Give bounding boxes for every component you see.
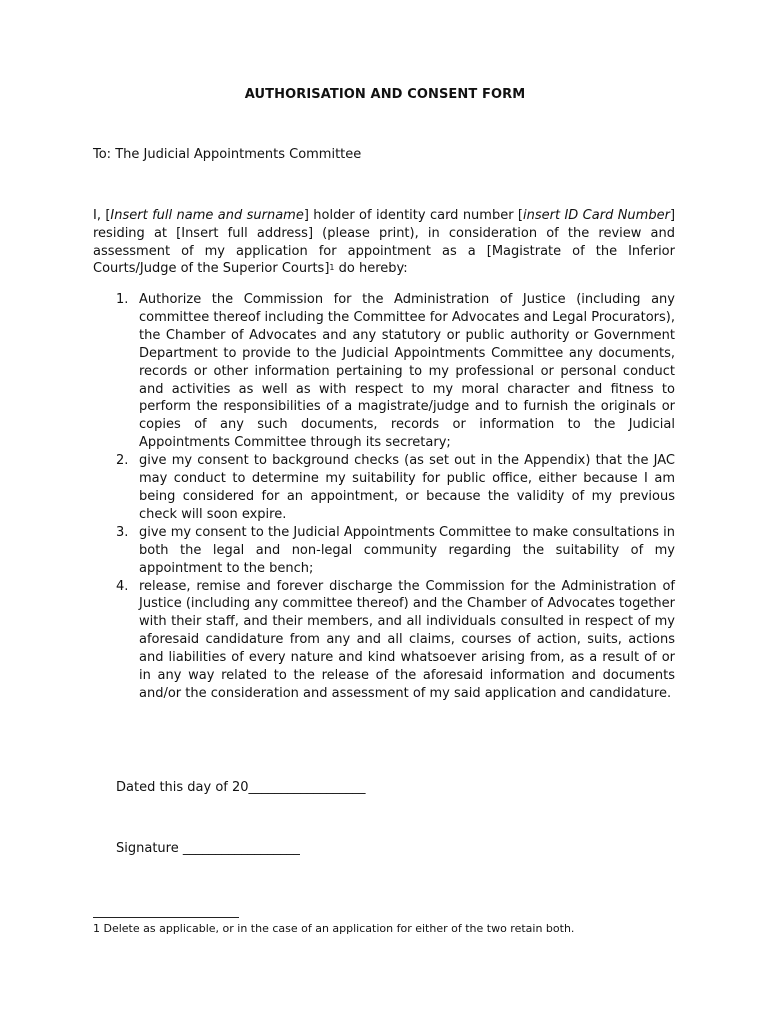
addressee-line: To: The Judicial Appointments Committee bbox=[93, 147, 362, 162]
form-title: AUTHORISATION AND CONSENT FORM bbox=[244, 87, 526, 102]
intro-paragraph bbox=[93, 207, 675, 278]
clause-text: give my consent to background checks (as set out in the Appendix) that the JAC may conduct to determine my suitability for public office, either because I am being considered for an appointment, or because the validity of my previous check will soon expire. bbox=[139, 453, 675, 522]
clause-text: release, remise and forever discharge the Commission for the Administration of Justice (including any committee thereof) and the Chamber of Advocates together with their staff, and their members, and all individuals consulted in respect of my aforesaid candidature from any and all claims, courses of action, suits, actions and liabilities of every nature and kind whatsoever arising from, as a result of or in any way related to the release of the aforesaid information and documents and/or the consideration and assessment of my said application and candidature. bbox=[139, 578, 675, 701]
footnote-reference: 1 bbox=[329, 263, 335, 273]
clause-text: give my consent to the Judicial Appointments Committee to make consultations in both the legal and non-legal community regarding the suitability of my appointment to the bench; bbox=[139, 524, 676, 576]
clause-number: 3. bbox=[116, 524, 129, 540]
clause-item bbox=[93, 524, 675, 578]
clause-item bbox=[93, 452, 675, 524]
clause-number: 2. bbox=[116, 453, 129, 469]
id-card-placeholder: insert ID Card Number bbox=[523, 208, 670, 223]
clause-text: Authorize the Commission for the Administration of Justice (including any committee thereof including the Committee for Advocates and Legal Procurators), the Chamber of Advocates and any statutory or public authority or Government Department to provide to the Judicial Appointments Committee any documents, records or other information pertaining to my professional or personal conduct and activities as well as with respect to my moral character and fitness to perform the responsibilities of a magistrate/judge and to furnish the originals or copies of any such documents, records or information to the Judicial Appointments Committee through its secretary; bbox=[139, 292, 675, 451]
clause-item bbox=[93, 291, 675, 452]
intro-text-4: do hereby: bbox=[334, 261, 408, 277]
dated-line: Dated this day of 20__________________ bbox=[116, 780, 366, 795]
signature-line: Signature __________________ bbox=[116, 841, 300, 856]
clause-number: 4. bbox=[116, 578, 129, 594]
intro-text-3: ] residing at [Insert full address] (please print), in consideration of the review and assessment of my application for appointment as a [Magistrate of the Inferior Courts/Judge of the Superior Courts] bbox=[93, 208, 676, 277]
clause-list bbox=[93, 291, 675, 703]
intro-text-1: I, [ bbox=[93, 208, 111, 223]
clause-number: 1. bbox=[116, 292, 129, 307]
footnote-text: 1 Delete as applicable, or in the case of an application for either of the two retain both. bbox=[93, 922, 575, 935]
footnote-separator bbox=[93, 917, 239, 918]
name-placeholder: Insert full name and surname bbox=[110, 208, 304, 223]
clause-item bbox=[93, 578, 675, 703]
intro-text-2: ] holder of identity card number [ bbox=[303, 208, 524, 223]
